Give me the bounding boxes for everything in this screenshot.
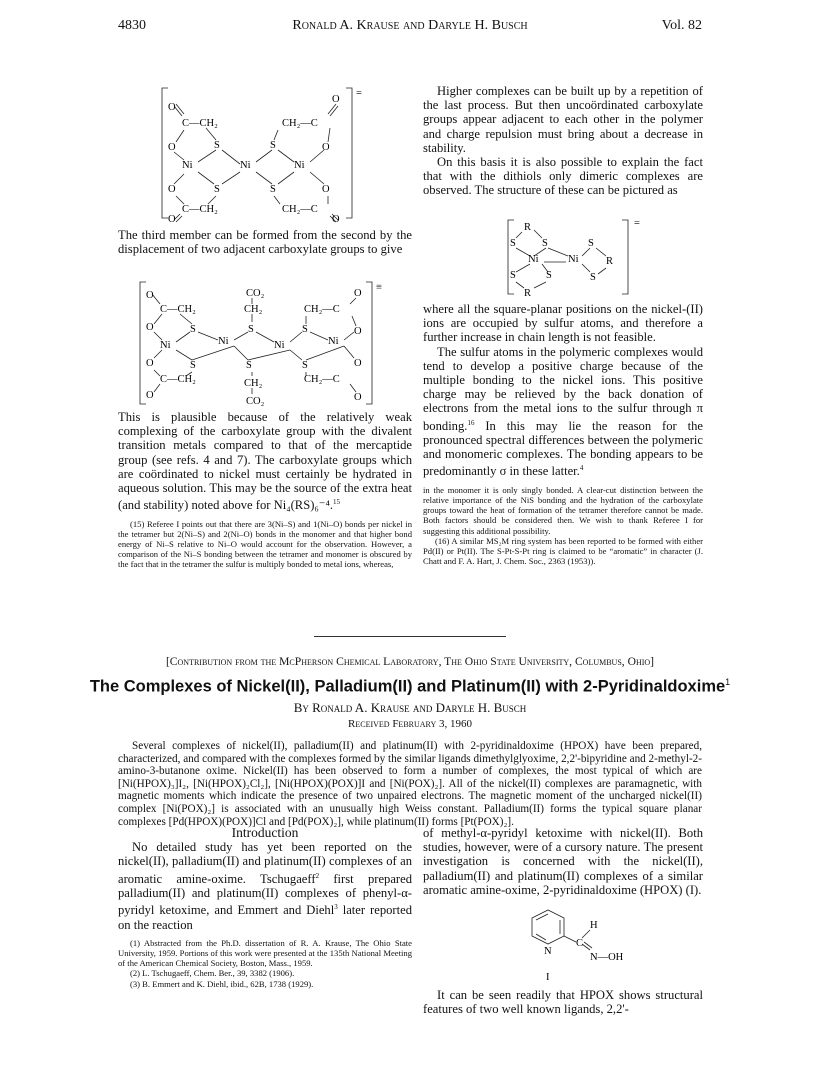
atom-ni: Ni (528, 254, 539, 265)
intro-right-column (423, 826, 703, 897)
paragraph: On this basis it is also possible to explain the fact that with the dithiols only dimeric complexes are observed. The structure of these can be pictured as (423, 155, 703, 198)
byline: By Ronald A. Krause and Daryle H. Busch (293, 700, 527, 715)
footnote-ref: 4 (579, 464, 584, 473)
charge-label: ≡ (376, 282, 382, 293)
charge-label: = (356, 88, 362, 99)
atom-r: R (524, 222, 532, 233)
atom-group: CH₂—C (304, 304, 340, 315)
paragraph (423, 345, 703, 479)
atom-s: S (302, 360, 308, 371)
paragraph-text: No detailed study has yet been reported on the nickel(II), palladium(II) and platinum(II) complexes of an aromatic amine-oxime. Tschugaeff (118, 840, 412, 886)
structure-dimer-carboxylate (160, 84, 360, 224)
paragraph-text: first prepared palladium(II) and platinum(II) complexes of phenyl-α-pyridyl ketoxime, and Emmert and Diehl (118, 871, 412, 918)
atom-s: S (190, 324, 196, 335)
atom-group: CH₂—C (304, 374, 340, 385)
received-date: Received February 3, 1960 (348, 718, 472, 730)
footnote-ref: 15 (332, 498, 340, 507)
atom-group: CO₂ (246, 396, 265, 407)
atom-s: S (214, 184, 220, 195)
paragraph (118, 840, 412, 932)
paragraph: It can be seen readily that HPOX shows structural features of two well known ligands, 2,2'- (423, 988, 703, 1017)
footnote-ref: 2 (315, 871, 320, 880)
atom-s: S (590, 272, 596, 283)
paragraph-text: This is plausible because of the relatively weak complexing of the carboxylate group with the divalent transition metals compared to that of the mercaptide group (see refs. 4 and 7). The carboxylate groups which are coördinated to nickel must certainly be hydrated in aqueous solution. This may be the source of the extra heat (and stability) noted above for Ni₄(RS)₆⁻⁴. (118, 410, 412, 513)
atom-o: O (354, 326, 362, 337)
atom-ni: Ni (328, 336, 339, 347)
contribution-line: [Contribution from the McPherson Chemical Laboratory, The Ohio State University, Columbus, Ohio] (165, 655, 655, 668)
atom-s: S (302, 324, 308, 335)
atom-r: R (606, 256, 614, 267)
atom-group: CO₂ (246, 288, 265, 299)
page-number: 4830 (118, 18, 146, 33)
atom-group: C—CH₂ (182, 118, 218, 129)
atom-s: S (270, 184, 276, 195)
paragraph-text: The sulfur atoms in the polymeric complexes would tend to develop a positive charge because of the multiple bonding to the nickel ions. This positive charge may be relieved by the back donation of electrons from the metal ions to the sulfur through π bonding. (423, 344, 703, 433)
atom-o: O (354, 358, 362, 369)
atom-ni: Ni (240, 160, 251, 171)
atom-ni: Ni (294, 160, 305, 171)
atom-ni: Ni (274, 340, 285, 351)
atom-s: S (588, 238, 594, 249)
atom-o: O (146, 290, 154, 301)
section-heading: Introduction (231, 825, 299, 840)
atom-s: S (214, 140, 220, 151)
structure-tetramer (140, 278, 390, 410)
atom-n: N (544, 946, 552, 957)
atom-o: O (354, 288, 362, 299)
left-column-top (118, 228, 412, 256)
atom-o: O (168, 102, 176, 113)
footnote-1: (1) Abstracted from the Ph.D. dissertation of R. A. Krause, The Ohio State University, 1959. Portions of this work were presented at the 135th National Meeting of the American Chemical Society, Boston, Mass., 1959. (118, 937, 412, 969)
paragraph: where all the square-planar positions on the nickel-(II) ions are occupied by sulfur atoms, and therefore a further increase in chain length is not feasible. (423, 302, 703, 345)
atom-o: O (146, 358, 154, 369)
title-text: The Complexes of Nickel(II), Palladium(II) and Platinum(II) with 2-Pyridinaldoxime (89, 677, 726, 696)
compound-label: I (546, 972, 550, 983)
paragraph: of methyl-α-pyridyl ketoxime with nickel(II). Both studies, however, were of a cursory nature. The present investigation is concerned with the nickel(II), palladium(II) and platinum(II) complexes of a similar aromatic amine-oxime, 2-pyridinaldoxime (HPOX) (I). (423, 826, 703, 897)
volume-label: Vol. 82 (661, 18, 702, 33)
atom-ni: Ni (218, 336, 229, 347)
atom-c: C (576, 938, 584, 949)
right-column-body (423, 302, 703, 566)
atom-o: O (332, 214, 340, 225)
footnote-ref: 1 (725, 677, 731, 687)
intro-left-column (118, 826, 412, 989)
footnote-2: (2) L. Tschugaeff, Chem. Ber., 39, 3382 (1906). (130, 968, 295, 979)
footnote-3: (3) B. Emmert and K. Diehl, ibid., 62B, 1738 (1929). (130, 978, 314, 989)
atom-h: H (590, 920, 598, 931)
atom-group: CH₂ (244, 304, 263, 315)
atom-o: O (168, 214, 176, 225)
section-divider (314, 636, 506, 637)
atom-s: S (248, 324, 254, 335)
atom-ni: Ni (182, 160, 193, 171)
atom-group: C—CH₂ (160, 304, 196, 315)
atom-ni: Ni (568, 254, 579, 265)
atom-s: S (546, 270, 552, 281)
atom-s: S (510, 270, 516, 281)
atom-s: S (246, 360, 252, 371)
structure-dithiol-dimer (496, 216, 646, 298)
footnote-ref: 3 (334, 903, 338, 912)
paragraph: Higher complexes can be built up by a repetition of the last process. But then uncoördinated carboxylate groups appear adjacent to each other in the polymer and charge repulsion must bring about a decrease in stability. (423, 84, 703, 155)
intro-right-column-cont (423, 988, 703, 1016)
paragraph (118, 410, 412, 513)
atom-o: O (322, 142, 330, 153)
atom-o: O (146, 322, 154, 333)
left-column-body (118, 410, 412, 570)
atom-o: O (354, 392, 362, 403)
article-title (0, 677, 820, 697)
atom-group: CH₂ (244, 378, 263, 389)
atom-s: S (270, 140, 276, 151)
structure-hpox (510, 906, 650, 988)
atom-s: S (190, 360, 196, 371)
paragraph: The third member can be formed from the second by the displacement of two adjacent carboxylate groups to give (118, 228, 412, 257)
right-column-top (423, 84, 703, 198)
atom-o: O (168, 142, 176, 153)
charge-label: = (634, 218, 640, 229)
atom-group: N—OH (590, 952, 624, 963)
atom-o: O (332, 94, 340, 105)
atom-o: O (168, 184, 176, 195)
footnote-16: (16) A similar MS₂M ring system has been reported to be formed with either Pd(II) or Pt(II). The S-Pt-S-Pt ring is claimed to be “aromatic” in character (J. Chatt and F. A. Hart, J. Chem. Soc., 2363 (1953)). (423, 535, 703, 567)
running-title: Ronald A. Krause and Daryle H. Busch (292, 18, 528, 33)
footnote-15: (15) Referee I points out that there are 3(Ni–S) and 1(Ni–O) bonds per nickel in the tetramer but 2(Ni–S) and 2(Ni–O) bonds in the monomer and that higher bond energy of Ni–S relative to Ni–O would account for the observation. However, a comparison of the Ni–S bonding between the tetramer and monomer is obscured by the fact that in the tetramer the sulfur is multiply bonded to metal ions, whereas, (118, 518, 412, 570)
atom-r: R (524, 288, 532, 299)
atom-o: O (322, 184, 330, 195)
atom-s: S (542, 238, 548, 249)
footnote-ref: 16 (467, 418, 475, 427)
atom-group: CH₂—C (282, 204, 318, 215)
atom-o: O (146, 390, 154, 401)
atom-ni: Ni (160, 340, 171, 351)
atom-s: S (510, 238, 516, 249)
paragraph-text: later reported on the reaction (118, 903, 413, 932)
paragraph-text: In this may lie the reason for the pronounced spectral differences between the polymeric and monomeric complexes. The bonding appears to be predominantly σ in these latter. (423, 418, 703, 479)
atom-group: CH₂—C (282, 118, 318, 129)
abstract: Several complexes of nickel(II), palladium(II) and platinum(II) with 2-pyridinaldoxime (HPOX) have been prepared, characterized, and compared with the complexes formed by the similar ligands dimethylglyoxime, 2,2'-bipyridine and 2-methyl-2-amino-3-butanone oxime. Nickel(II) has been observed to form a number of complexes, the most typical of which are [Ni(HPOX)₃]I₂, [Ni(HPOX)₂Cl₂], [Ni(HPOX)(POX)]I and [Ni(POX)₂]. All of the nickel(II) complexes are paramagnetic, with magnetic moments which indicate the presence of two unpaired electrons. The magnetic moment of the uncharged nickel(II) complex [Ni(POX)₂] is associated with an unusually high Weiss constant. Palladium(II) forms the typical square planar complexes [Pd(HPOX)(POX)]Cl and [Pd(POX)₂], while platinum(II) forms [Pt(POX)₂]. (118, 740, 702, 828)
atom-group: C—CH₂ (160, 374, 196, 385)
footnote-15-continued: in the monomer it is only singly bonded. A clear-cut distinction between the relative importance of the NiS bonding and the hydration of the carboxylate groups toward the heat of formation of the tetramer therefore cannot be made. Both factors should be considered then. We wish to thank Referee I for suggesting this additional possibility. (423, 484, 703, 536)
atom-group: C—CH₂ (182, 204, 218, 215)
